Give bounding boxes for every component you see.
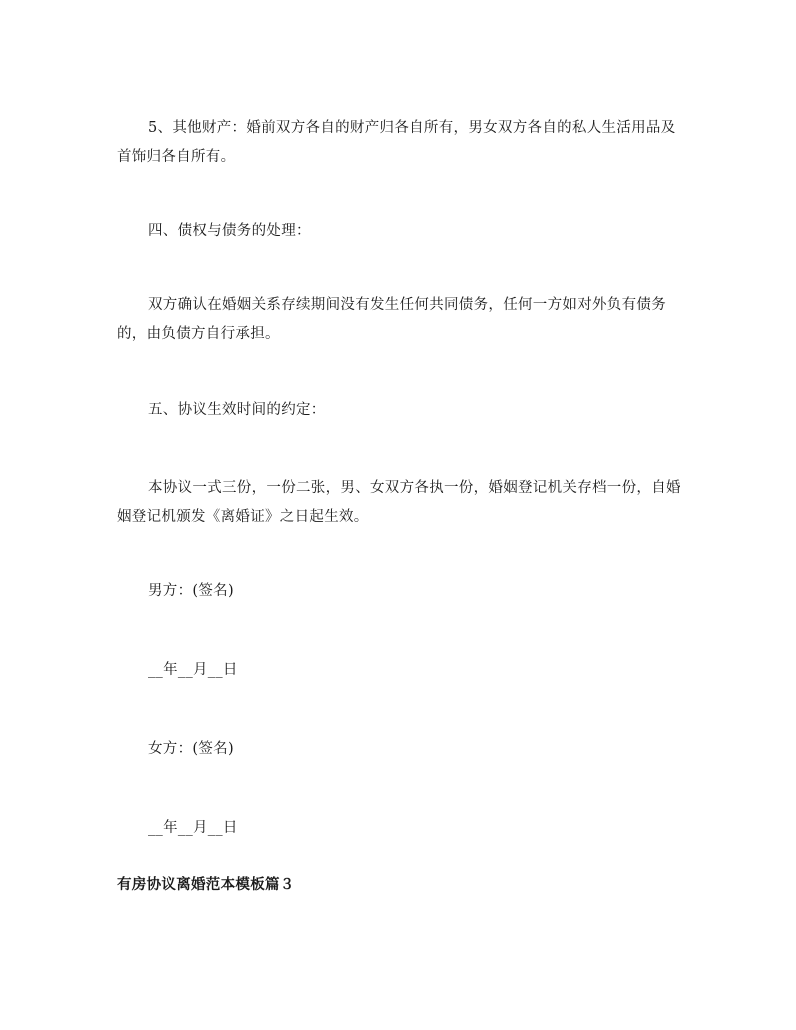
paragraph-other-property: 5、其他财产：婚前双方各自的财产归各自所有，男女双方各自的私人生活用品及首饰归各自所有。: [117, 120, 676, 165]
paragraph-effective-heading: 五、协议生效时间的约定：: [148, 402, 326, 418]
date-line-male: __年__月__日: [148, 662, 238, 678]
paragraph-debt-confirmation: 双方确认在婚姻关系存续期间没有发生任何共同债务，任何一方如对外负有债务的，由负债方自行承担。: [117, 297, 666, 342]
signature-male-party: 男方：(签名): [148, 583, 234, 599]
date-line-female: __年__月__日: [148, 820, 238, 836]
section-heading: 有房协议离婚范本模板篇３: [117, 876, 295, 893]
paragraph-effective-terms: 本协议一式三份，一份二张，男、女双方各执一份，婚姻登记机关存档一份，自婚姻登记机颁发《离婚证》之日起生效。: [117, 480, 681, 525]
signature-female-party: 女方：(签名): [148, 741, 234, 757]
paragraph-debt-heading: 四、债权与债务的处理：: [148, 223, 311, 239]
